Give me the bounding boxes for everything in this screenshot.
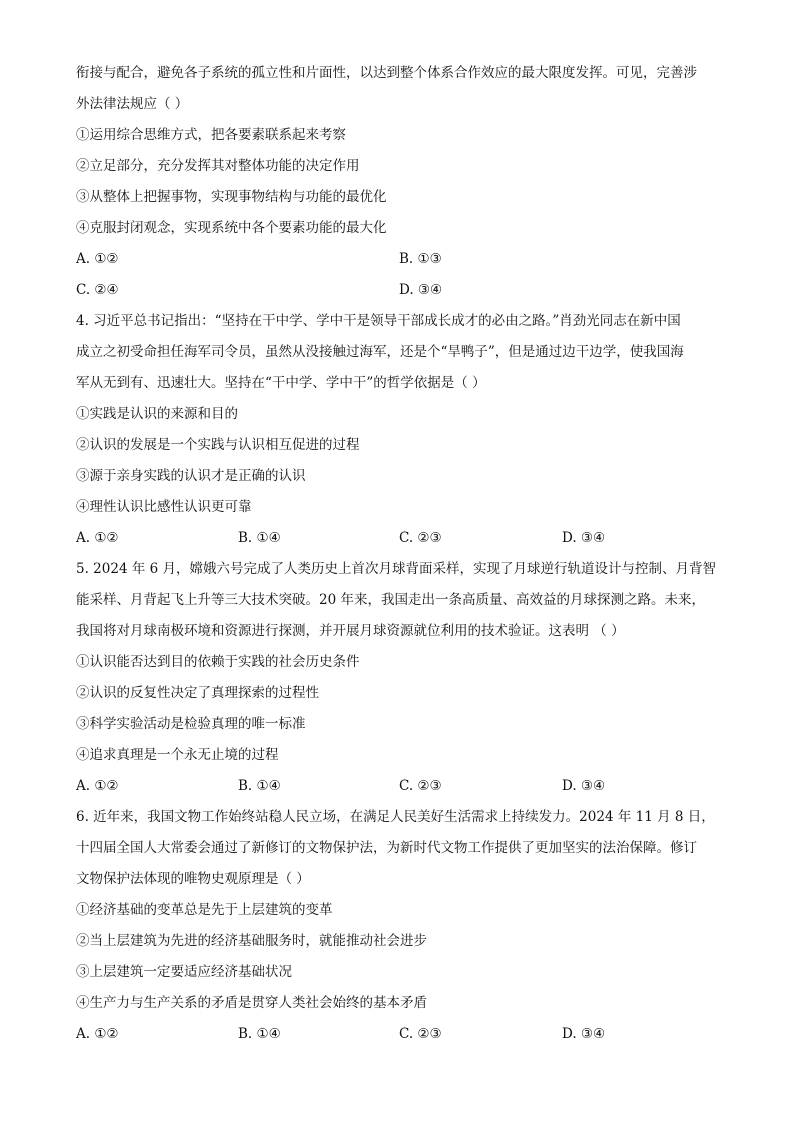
statement-item: ②认识的发展是一个实践与认识相互促进的过程 bbox=[76, 437, 360, 453]
answer-options-row bbox=[76, 279, 726, 310]
question-stem-line: 衔接与配合，避免各子系统的孤立性和片面性，以达到整个体系合作效应的最大限度发挥。可见，完善涉 bbox=[76, 65, 697, 81]
option-b: B. ①③ bbox=[399, 251, 442, 267]
statement-item: ③从整体上把握事物，实现事物结构与功能的最优化 bbox=[76, 189, 387, 205]
option-c: C. ②③ bbox=[399, 530, 442, 546]
statement-item: ②当上层建筑为先进的经济基础服务时，就能推动社会进步 bbox=[76, 933, 427, 949]
option-b: B. ①④ bbox=[238, 778, 281, 794]
option-d: D. ③④ bbox=[399, 282, 443, 298]
statement-item: ④理性认识比感性认识更可靠 bbox=[76, 499, 252, 515]
statement-item: ①实践是认识的来源和目的 bbox=[76, 406, 238, 422]
statement-item: ①经济基础的变革总是先于上层建筑的变革 bbox=[76, 902, 333, 918]
question-stem-line: 5. 2024 年 6 月，嫦娥六号完成了人类历史上首次月球背面采样，实现了月球逆行轨道设计与控制、月背智 bbox=[76, 561, 716, 577]
statement-item: ④克服封闭观念，实现系统中各个要素功能的最大化 bbox=[76, 220, 387, 236]
answer-options-row bbox=[76, 248, 726, 279]
option-b: B. ①④ bbox=[238, 1026, 281, 1042]
question-stem-line: 外法律法规应（ ） bbox=[76, 96, 189, 112]
option-a: A. ①② bbox=[76, 1026, 119, 1042]
option-d: D. ③④ bbox=[562, 530, 606, 546]
question-stem-line: 我国将对月球南极环境和资源进行探测，并开展月球资源就位利用的技术验证。这表明 （ ） bbox=[76, 623, 625, 639]
statement-item: ④生产力与生产关系的矛盾是贯穿人类社会始终的基本矛盾 bbox=[76, 995, 427, 1011]
answer-options-row bbox=[76, 1023, 726, 1054]
option-c: C. ②③ bbox=[399, 778, 442, 794]
statement-item: ②立足部分，充分发挥其对整体功能的决定作用 bbox=[76, 158, 360, 174]
answer-options-row bbox=[76, 775, 726, 806]
statement-item: ①认识能否达到目的依赖于实践的社会历史条件 bbox=[76, 654, 360, 670]
option-a: A. ①② bbox=[76, 778, 119, 794]
question-stem-line: 军从无到有、迅速壮大。坚持在“干中学、学中干”的哲学依据是（ ） bbox=[76, 375, 486, 391]
option-d: D. ③④ bbox=[562, 1026, 606, 1042]
question-stem-line: 成立之初受命担任海军司令员，虽然从没接触过海军，还是个“旱鸭子”，但是通过边干边学，使我国海 bbox=[76, 344, 684, 360]
option-a: A. ①② bbox=[76, 251, 119, 267]
answer-options-row bbox=[76, 527, 726, 558]
statement-item: ③上层建筑一定要适应经济基础状况 bbox=[76, 964, 292, 980]
option-d: D. ③④ bbox=[562, 778, 606, 794]
option-c: C. ②③ bbox=[399, 1026, 442, 1042]
exam-page bbox=[76, 62, 726, 1054]
option-b: B. ①④ bbox=[238, 530, 281, 546]
question-stem-line: 文物保护法体现的唯物史观原理是（ ） bbox=[76, 871, 310, 887]
question-stem-line: 6. 近年来，我国文物工作始终站稳人民立场，在满足人民美好生活需求上持续发力。2024 年 11 月 8 日， bbox=[76, 809, 715, 825]
option-a: A. ①② bbox=[76, 530, 119, 546]
statement-item: ②认识的反复性决定了真理探索的过程性 bbox=[76, 685, 319, 701]
option-c: C. ②④ bbox=[76, 282, 119, 298]
statement-item: ④追求真理是一个永无止境的过程 bbox=[76, 747, 279, 763]
question-stem-line: 能采样、月背起飞上升等三大技术突破。20 年来，我国走出一条高质量、高效益的月球探测之路。未来， bbox=[76, 592, 705, 608]
question-stem-line: 十四届全国人大常委会通过了新修订的文物保护法，为新时代文物工作提供了更加坚实的法治保障。修订 bbox=[76, 840, 697, 856]
statement-item: ①运用综合思维方式，把各要素联系起来考察 bbox=[76, 127, 346, 143]
statement-item: ③源于亲身实践的认识才是正确的认识 bbox=[76, 468, 306, 484]
question-stem-line: 4. 习近平总书记指出：“坚持在干中学、学中干是领导干部成长成才的必由之路。”肖劲光同志在新中国 bbox=[76, 313, 681, 329]
statement-item: ③科学实验活动是检验真理的唯一标准 bbox=[76, 716, 306, 732]
